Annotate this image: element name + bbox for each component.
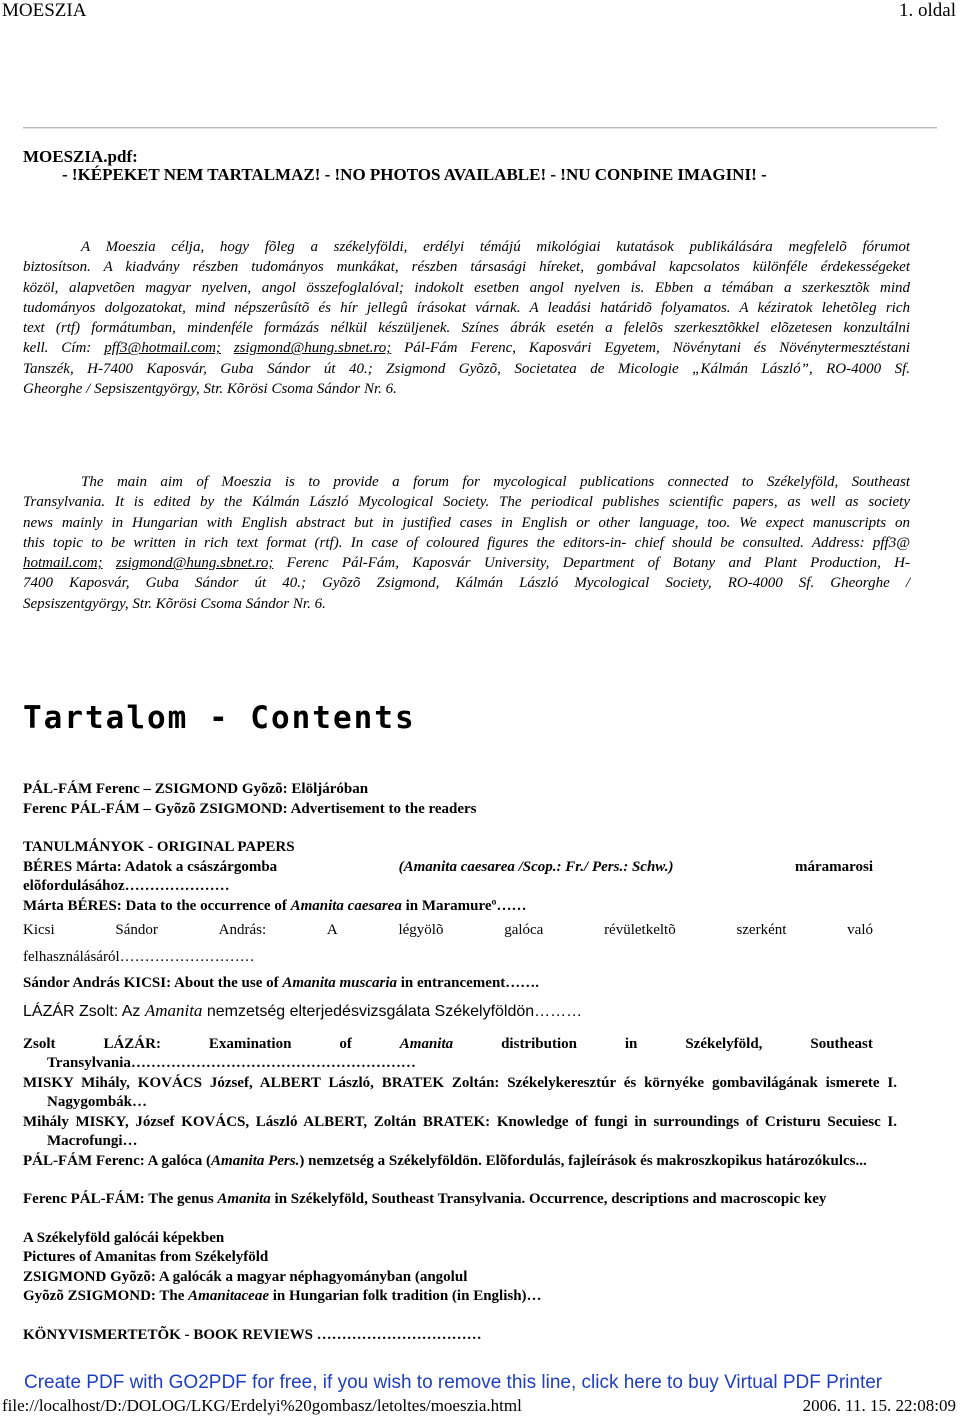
toc-lazar-en[interactable]: Zsolt LÁZÁR: Examination of Amanita distribution in Székelyföld, Southeast Transylvania………………………………………………… (23, 1036, 873, 1071)
toc-foreword-hu[interactable]: PÁL-FÁM Ferenc – ZSIGMOND Gyõzõ: Elöljáróban (23, 781, 369, 797)
hungarian-description: A Moeszia célja, hogy fõleg a székelyföldi, erdélyi témájú mikológiai kutatások publikálására megfelelõ fórumot biztosítson. A kiadvány részben tudományos munkákat, részben társasági híreket, gombával kapcsolatos különféle érdekességeket közöl, alapvetõen magyar nyelven, angol összefoglalóval; indokolt esetben angol nyelven is. Ebben a témában a szerkesztõk mind tudományos dolgozatokat, mind népszerûsítõ és hír jellegû írásokat várnak. A leadási határidõ folyamatos. A kéziratok lehetõleg rich text (rtf) formátumban, mindenféle formázás nélkül készüljenek. Színes ábrák esetén a felelõs szerkesztõkkel elõzetesen konzultálni kell. Cím: pff3@hotmail.com; zsigmond@hung.sbnet.ro; Pál-Fám Ferenc, Kaposvári Egyetem, Növénytani és Növénytermesztéstani Tanszék, H-7400 Kaposvár, Guba Sándor út 40.; Zsigmond Gyõzõ, Societatea de Micologie „Kálmán László”, RO-4000 Sf. Gheorghe / Sepsiszentgyörgy, Str. Kõrösi Csoma Sándor Nr. 6. (23, 239, 911, 398)
pdf-filename: MOESZIA.pdf: (23, 147, 138, 166)
toc-foreword-en[interactable]: Ferenc PÁL-FÁM – Gyõzõ ZSIGMOND: Advertisement to the readers (23, 801, 477, 817)
hu-line: A Moeszia célja, hogy fõleg a székelyföldi, erdélyi témájú mikológiai kutatások publikálására megfelelõ fórumot (81, 239, 910, 255)
email-link-pff3[interactable]: hotmail.com; (23, 555, 103, 572)
toc-word: András: (218, 922, 267, 938)
toc-palfam-hu[interactable]: PÁL-FÁM Ferenc: A galóca (Amanita Pers.) nemzetség a Székelyföldön. Elõfordulás, fajleírások és makroszkopikus határozókulcs... (23, 1153, 867, 1169)
toc-kicsi-en[interactable]: Sándor András KICSI: About the use of Amanita muscaria in entrancement……. (23, 975, 540, 991)
toc-misky-hu[interactable]: MISKY Mihály, KOVÁCS József, ALBERT László, BRATEK Zoltán: Székelykeresztúr és környéke gombavilágának ismerete I. Nagygombák… (23, 1075, 897, 1110)
toc-misky-en[interactable]: Mihály MISKY, József KOVÁCS, László ALBERT, Zoltán BRATEK: Knowledge of fungi in surroundings of Cristuru Secuiesc I. Macrofungi… (23, 1114, 897, 1149)
toc-word: Zsolt (23, 1036, 56, 1052)
no-photos-notice: - !KÉPEKET NEM TARTALMAZ! - !NO PHOTOS AVAILABLE! - !NU CONÞINE IMAGINI! - (62, 165, 767, 184)
toc-kicsi-hu[interactable]: Kicsi Sándor András: A légyölõ galóca révületkeltõ szerként való felhasználásáról……………………… (23, 922, 873, 965)
toc-zsigmond-en[interactable]: Gyõzõ ZSIGMOND: The Amanitaceae in Hungarian folk tradition (in English)… (23, 1288, 542, 1304)
toc-word: légyölõ (398, 922, 444, 938)
page-number: 1. oldal (899, 0, 956, 21)
toc-kicsi-hu-words (23, 921, 873, 940)
toc-word: distribution (501, 1036, 577, 1052)
toc-word: of (339, 1036, 352, 1052)
email-link-zsigmond[interactable]: zsigmond@hung.sbnet.ro; (233, 340, 392, 357)
toc-beres-en[interactable]: Márta BÉRES: Data to the occurrence of Amanita caesarea in Maramureº…… (23, 898, 527, 914)
toc-beres-hu[interactable]: BÉRES Márta: Adatok a császárgomba (Amanita caesarea /Scop.: Fr./ Pers.: Schw.) máramarosi elõfordulásához………………… (23, 859, 873, 894)
toc-word: galóca (504, 922, 544, 938)
toc-pictures-en[interactable]: Pictures of Amanitas from Székelyföld (23, 1249, 269, 1265)
toc-word: Examination (208, 1036, 292, 1052)
pdf-banner-link[interactable]: Create PDF with GO2PDF for free, if you wish to remove this line, click here to buy Virtual PDF Printer (24, 1372, 883, 1393)
toc-pictures-hu[interactable]: A Székelyföld galócái képekben (23, 1230, 225, 1246)
toc-word: A (326, 922, 338, 938)
toc-word: való (847, 922, 873, 938)
toc-word: LÁZÁR: (103, 1036, 161, 1052)
toc-word: Kicsi (23, 922, 55, 938)
toc-word: in (624, 1036, 638, 1052)
section-original-papers: TANULMÁNYOK - ORIGINAL PAPERS (23, 839, 295, 855)
toc-palfam-en[interactable]: Ferenc PÁL-FÁM: The genus Amanita in Székelyföld, Southeast Transylvania. Occurrence, descriptions and macroscopic key (23, 1191, 827, 1207)
horizontal-rule (23, 127, 937, 129)
toc-word: Amanita (399, 1036, 454, 1052)
toc-lazar-hu[interactable]: LÁZÁR Zsolt: Az Amanita nemzetség elterjedésvizsgálata Székelyföldön……… (23, 1001, 583, 1020)
email-link-zsigmond[interactable]: zsigmond@hung.sbnet.ro; (115, 555, 274, 572)
toc-word: Székelyföld, (685, 1036, 763, 1052)
toc-lazar-en-words (23, 1035, 873, 1054)
print-datetime: 2006. 11. 15. 22:08:09 (802, 1396, 956, 1415)
page-header-title: MOESZIA (2, 0, 87, 21)
email-link-pff3[interactable]: pff3@hotmail.com; (104, 340, 221, 357)
english-description: The main aim of Moeszia is to provide a forum for mycological publications connected to Székelyföld, Southeast Transylvania. It is edited by the Kálmán László Mycological Society. The periodical publishes scientific papers, as well as society news mainly in Hungarian with English abstract but in justified cases in English or other language, too. We expect manuscripts on this topic to be written in rich text format (rtf). In case of coloured figures the editors-in- chief should be consulted. Address: pff3@ hotmail.com; zsigmond@hung.sbnet.ro; Ferenc Pál-Fám, Kaposvár University, Department of Botany and Plant Production, H- 7400 Kaposvár, Guba Sándor út 40.; Gyõzõ Zsigmond, Kálmán László Mycological Society, RO-4000 Sf. Gheorghe / Sepsiszentgyörgy, Str. Kõrösi Csoma Sándor Nr. 6. (23, 474, 910, 612)
file-path: file://localhost/D:/DOLOG/LKG/Erdelyi%20gombasz/letoltes/moeszia.html (2, 1396, 522, 1415)
toc-zsigmond-hu[interactable]: ZSIGMOND Gyõzõ: A galócák a magyar néphagyományban (angolul (23, 1269, 468, 1285)
toc-word: Sándor (115, 922, 158, 938)
toc-word: szerként (736, 922, 787, 938)
toc-word: Southeast (810, 1036, 873, 1052)
contents-heading: Tartalom - Contents (23, 700, 416, 736)
section-book-reviews[interactable]: KÖNYVISMERTETÕK - BOOK REVIEWS …………………………… (23, 1327, 482, 1343)
toc-word: révületkeltõ (604, 922, 676, 938)
